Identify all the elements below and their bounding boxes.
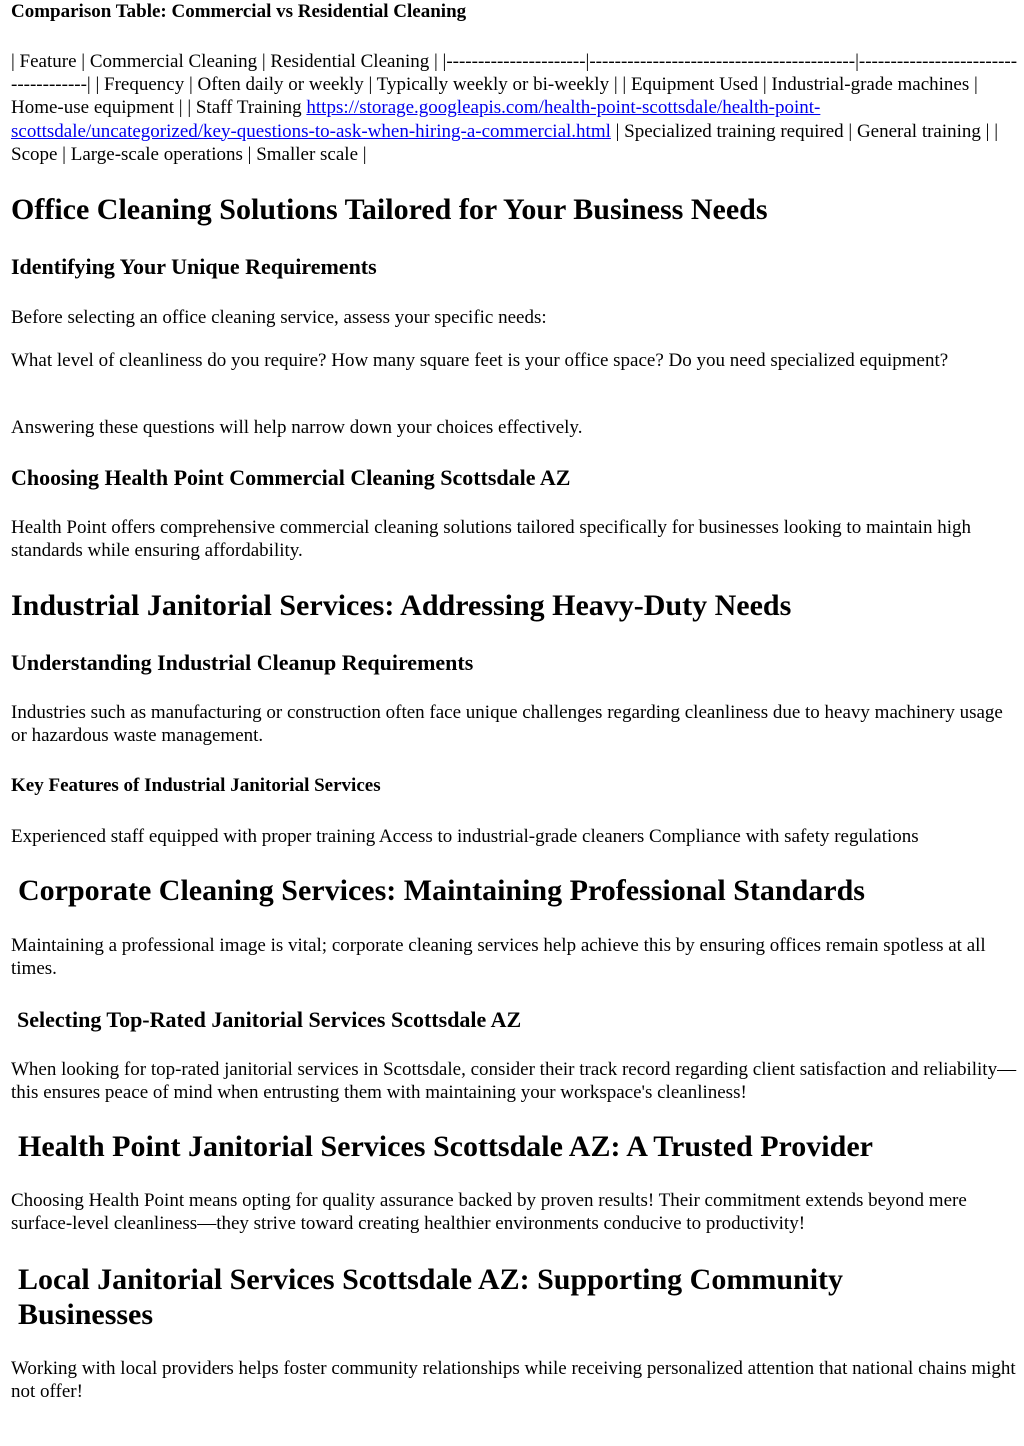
health-point-offers-paragraph: Health Point offers comprehensive commercial cleaning solutions tailored specifically for businesses looking to maintain high standards while ensuring affordability. — [11, 517, 971, 562]
track-record-paragraph: When looking for top-rated janitorial services in Scottsdale, consider their track record regarding client satisfaction and reliability—this ensures peace of mind when entrusting them with maintaining your workspace's cleanliness! — [11, 1059, 1017, 1104]
table-text-before-link: | Feature | Commercial Cleaning | Residential Cleaning | |----------------------|------------------------------------------|-------------------------------------| | Frequency | Often daily or weekly | Typically weekly or bi-weekly | | Equipment Used | Industrial-grade machines | Home-use equipment | | Staff Training — [11, 51, 1018, 119]
industrial-janitorial-heading: Industrial Janitorial Services: Addressing Heavy-Duty Needs — [11, 589, 792, 622]
assess-needs-paragraph: Before selecting an office cleaning service, assess your specific needs: — [11, 307, 547, 328]
industrial-cleanup-heading: Understanding Industrial Cleanup Requirements — [11, 650, 474, 675]
quality-assurance-paragraph: Choosing Health Point means opting for quality assurance backed by proven results! Their commitment extends beyond mere surface-level cleanliness—they strive toward creating healthier environments conducive to productivity! — [11, 1190, 967, 1235]
table-text-after-link: | Specialized training required | General training | | Scope | Large-scale operations | Smaller scale | — [11, 120, 999, 165]
identifying-requirements-heading: Identifying Your Unique Requirements — [11, 254, 377, 279]
trusted-provider-heading: Health Point Janitorial Services Scottsdale AZ: A Trusted Provider — [18, 1130, 873, 1163]
local-providers-paragraph: Working with local providers helps foster community relationships while receiving personalized attention that national chains might not offer! — [11, 1358, 1016, 1403]
narrow-choices-paragraph: Answering these questions will help narrow down your choices effectively. — [11, 417, 583, 438]
top-rated-janitorial-heading: Selecting Top-Rated Janitorial Services Scottsdale AZ — [17, 1007, 522, 1032]
comparison-table-text — [11, 50, 1021, 166]
key-features-paragraph: Experienced staff equipped with proper training Access to industrial-grade cleaners Compliance with safety regulations — [11, 826, 919, 847]
questions-paragraph: What level of cleanliness do you require? How many square feet is your office space? Do you need specialized equipment? — [11, 350, 949, 371]
office-cleaning-heading: Office Cleaning Solutions Tailored for Your Business Needs — [11, 193, 768, 226]
comparison-table-heading: Comparison Table: Commercial vs Residential Cleaning — [11, 1, 467, 22]
corporate-cleaning-heading: Corporate Cleaning Services: Maintaining Professional Standards — [18, 874, 865, 907]
choosing-health-point-heading: Choosing Health Point Commercial Cleaning Scottsdale AZ — [11, 465, 571, 490]
key-questions-link[interactable]: https://storage.googleapis.com/health-point-scottsdale/health-point-scottsdale/uncategorized/key-questions-to-ask-when-hiring-a-commercial.html — [11, 97, 821, 142]
industries-paragraph: Industries such as manufacturing or construction often face unique challenges regarding cleanliness due to heavy machinery usage or hazardous waste management. — [11, 702, 1003, 747]
professional-image-paragraph: Maintaining a professional image is vital; corporate cleaning services help achieve this by ensuring offices remain spotless at all times. — [11, 935, 986, 980]
key-features-heading: Key Features of Industrial Janitorial Services — [11, 775, 381, 796]
local-janitorial-heading: Local Janitorial Services Scottsdale AZ: Supporting Community Businesses — [18, 1263, 844, 1331]
